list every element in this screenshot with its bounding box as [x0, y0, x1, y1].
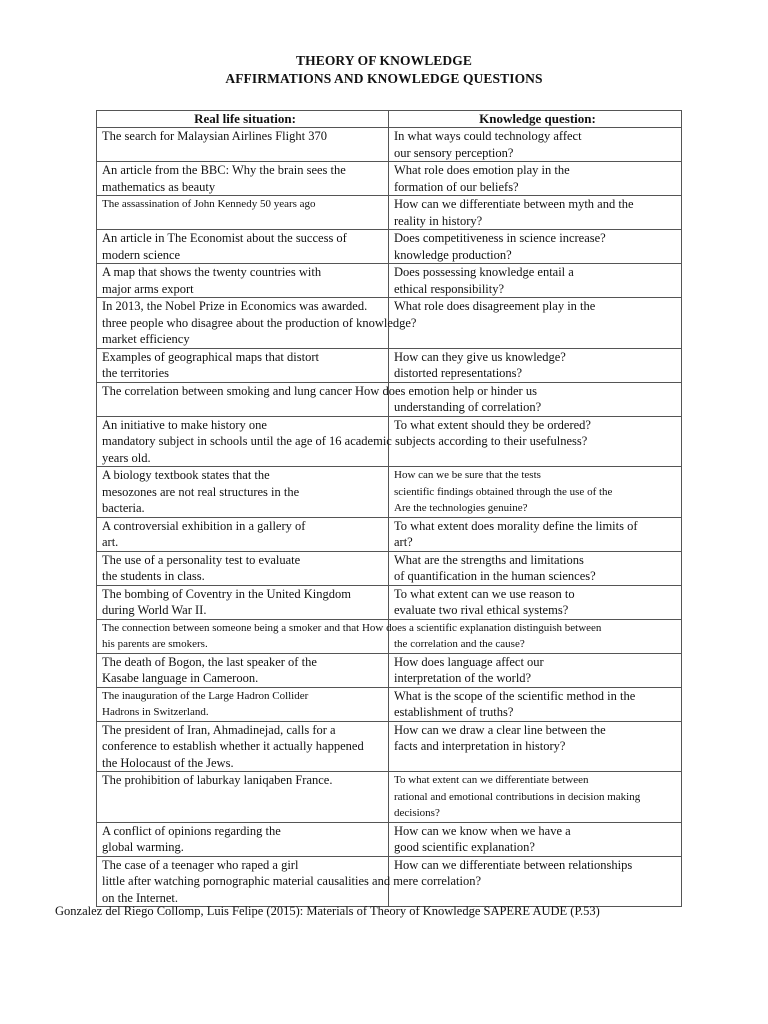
- situation-cell: The assassination of John Kennedy 50 years ago: [97, 196, 389, 230]
- table-row: [97, 264, 682, 298]
- question-cell: To what extent can we differentiate between rational and emotional contributions in decision making decisions?: [389, 772, 682, 823]
- source-citation: Gonzalez del Riego Collomp, Luis Felipe (2015): Materials of Theory of Knowledge SAPERE AUDE (P.53): [55, 904, 600, 918]
- question-cell: the correlation and the cause?: [389, 619, 682, 653]
- table-row: [97, 348, 682, 382]
- situation-cell: In 2013, the Nobel Prize in Economics was awarded. three people who disagree about the production of knowledge? market efficiency: [97, 298, 389, 349]
- question-cell: Does competitiveness in science increase? knowledge production?: [389, 230, 682, 264]
- question-cell: Does possessing knowledge entail a ethical responsibility?: [389, 264, 682, 298]
- question-cell: How can we know when we have a good scientific explanation?: [389, 822, 682, 856]
- situation-cell: A conflict of opinions regarding the global warming.: [97, 822, 389, 856]
- question-cell: How can we be sure that the tests scientific findings obtained through the use of the Are the technologies genuine?: [389, 467, 682, 518]
- table-header-row: [97, 111, 682, 128]
- table-row: [97, 772, 682, 823]
- table-row: [97, 467, 682, 518]
- table-row: [97, 551, 682, 585]
- situation-cell: An article in The Economist about the success of modern science: [97, 230, 389, 264]
- question-cell: In what ways could technology affect our sensory perception?: [389, 128, 682, 162]
- situation-cell: The case of a teenager who raped a girl little after watching pornographic material causalities and mere correlation? on the Internet.: [97, 856, 389, 907]
- table-row: [97, 721, 682, 772]
- situation-cell: The search for Malaysian Airlines Flight 370: [97, 128, 389, 162]
- table-row: [97, 382, 682, 416]
- knowledge-table: [96, 110, 682, 907]
- situation-cell: Examples of geographical maps that distort the territories: [97, 348, 389, 382]
- question-cell: How can we differentiate between relationships: [389, 856, 682, 907]
- column-header-question: Knowledge question:: [389, 111, 682, 128]
- question-cell: How does language affect our interpretation of the world?: [389, 653, 682, 687]
- table-row: [97, 298, 682, 349]
- question-cell: How can they give us knowledge? distorted representations?: [389, 348, 682, 382]
- question-cell: To what extent does morality define the limits of art?: [389, 517, 682, 551]
- situation-cell: The bombing of Coventry in the United Kingdom during World War II.: [97, 585, 389, 619]
- situation-cell: The death of Bogon, the last speaker of the Kasabe language in Cameroon.: [97, 653, 389, 687]
- table-row: [97, 585, 682, 619]
- question-cell: How can we draw a clear line between the facts and interpretation in history?: [389, 721, 682, 772]
- question-cell: What role does disagreement play in the: [389, 298, 682, 349]
- table-row: [97, 230, 682, 264]
- situation-cell: The prohibition of laburkay laniqaben France.: [97, 772, 389, 823]
- table-row: [97, 822, 682, 856]
- document-title: THEORY OF KNOWLEDGE: [296, 53, 472, 68]
- question-cell: To what extent can we use reason to evaluate two rival ethical systems?: [389, 585, 682, 619]
- table-row: [97, 687, 682, 721]
- situation-cell: The correlation between smoking and lung cancer How does emotion help or hinder us: [97, 382, 389, 416]
- table-row: [97, 162, 682, 196]
- situation-cell: A biology textbook states that the mesozones are not real structures in the bacteria.: [97, 467, 389, 518]
- column-header-situation: Real life situation:: [97, 111, 389, 128]
- question-cell: To what extent should they be ordered?: [389, 416, 682, 467]
- table-row: [97, 517, 682, 551]
- situation-cell: An initiative to make history one mandatory subject in schools until the age of 16 academic subjects according to their usefulness? years old.: [97, 416, 389, 467]
- table-row: [97, 416, 682, 467]
- situation-cell: The inauguration of the Large Hadron Collider Hadrons in Switzerland.: [97, 687, 389, 721]
- situation-cell: The connection between someone being a smoker and that How does a scientific explanation distinguish between his parents are smokers.: [97, 619, 389, 653]
- question-cell: How can we differentiate between myth and the reality in history?: [389, 196, 682, 230]
- question-cell: What are the strengths and limitations of quantification in the human sciences?: [389, 551, 682, 585]
- situation-cell: A controversial exhibition in a gallery of art.: [97, 517, 389, 551]
- question-cell: What role does emotion play in the formation of our beliefs?: [389, 162, 682, 196]
- table-row: [97, 856, 682, 907]
- situation-cell: A map that shows the twenty countries with major arms export: [97, 264, 389, 298]
- situation-cell: An article from the BBC: Why the brain sees the mathematics as beauty: [97, 162, 389, 196]
- situation-cell: The use of a personality test to evaluate the students in class.: [97, 551, 389, 585]
- table-row: [97, 619, 682, 653]
- document-subtitle: AFFIRMATIONS AND KNOWLEDGE QUESTIONS: [225, 71, 543, 86]
- situation-cell: The president of Iran, Ahmadinejad, calls for a conference to establish whether it actually happened the Holocaust of the Jews.: [97, 721, 389, 772]
- question-cell: understanding of correlation?: [389, 382, 682, 416]
- table-row: [97, 653, 682, 687]
- table-row: [97, 196, 682, 230]
- table-row: [97, 128, 682, 162]
- question-cell: What is the scope of the scientific method in the establishment of truths?: [389, 687, 682, 721]
